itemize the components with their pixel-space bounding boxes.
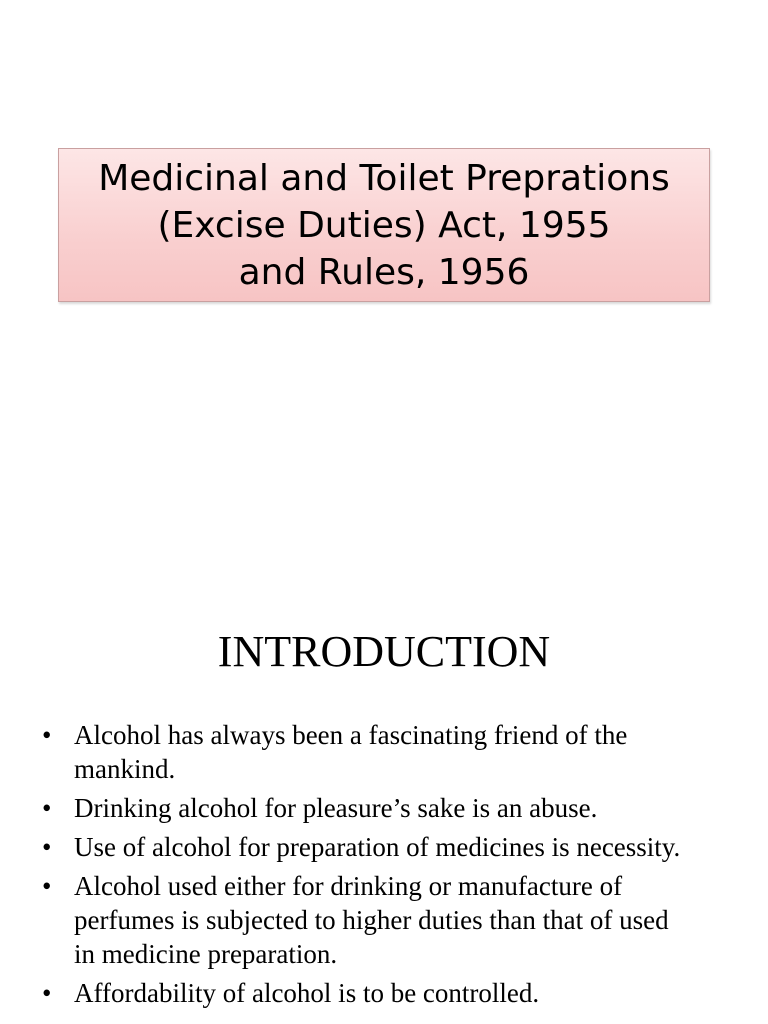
bullet-item bbox=[0, 976, 768, 1010]
bullet-text: Alcohol has always been a fascinating friend of the bbox=[74, 720, 628, 750]
bullet-item bbox=[0, 869, 768, 971]
bullet-icon: • bbox=[42, 832, 52, 862]
bullet-text: Use of alcohol for preparation of medicines is necessity. bbox=[74, 832, 681, 862]
title-line-2: (Excise Duties) Act, 1955 bbox=[157, 204, 611, 246]
bullet-text: in medicine preparation. bbox=[74, 939, 338, 969]
introduction-slide bbox=[0, 576, 768, 1024]
slide-heading: INTRODUCTION bbox=[217, 627, 551, 676]
bullet-text: Alcohol used either for drinking or manufacture of bbox=[74, 871, 623, 901]
title-line-3: and Rules, 1956 bbox=[238, 251, 530, 293]
bullet-list bbox=[0, 718, 768, 1015]
bullet-item bbox=[0, 830, 768, 864]
bullet-icon: • bbox=[42, 871, 52, 901]
title-line-1: Medicinal and Toilet Preprations bbox=[98, 157, 670, 199]
bullet-text: Drinking alcohol for pleasure’s sake is an abuse. bbox=[74, 793, 598, 823]
bullet-text: perfumes is subjected to higher duties than that of used bbox=[74, 905, 669, 935]
bullet-icon: • bbox=[42, 793, 52, 823]
bullet-text: Affordability of alcohol is to be controlled. bbox=[74, 978, 540, 1008]
bullet-icon: • bbox=[42, 978, 52, 1008]
bullet-text: mankind. bbox=[74, 754, 176, 784]
bullet-item bbox=[0, 791, 768, 825]
title-box bbox=[58, 148, 710, 302]
bullet-icon: • bbox=[42, 720, 52, 750]
bullet-item bbox=[0, 718, 768, 786]
